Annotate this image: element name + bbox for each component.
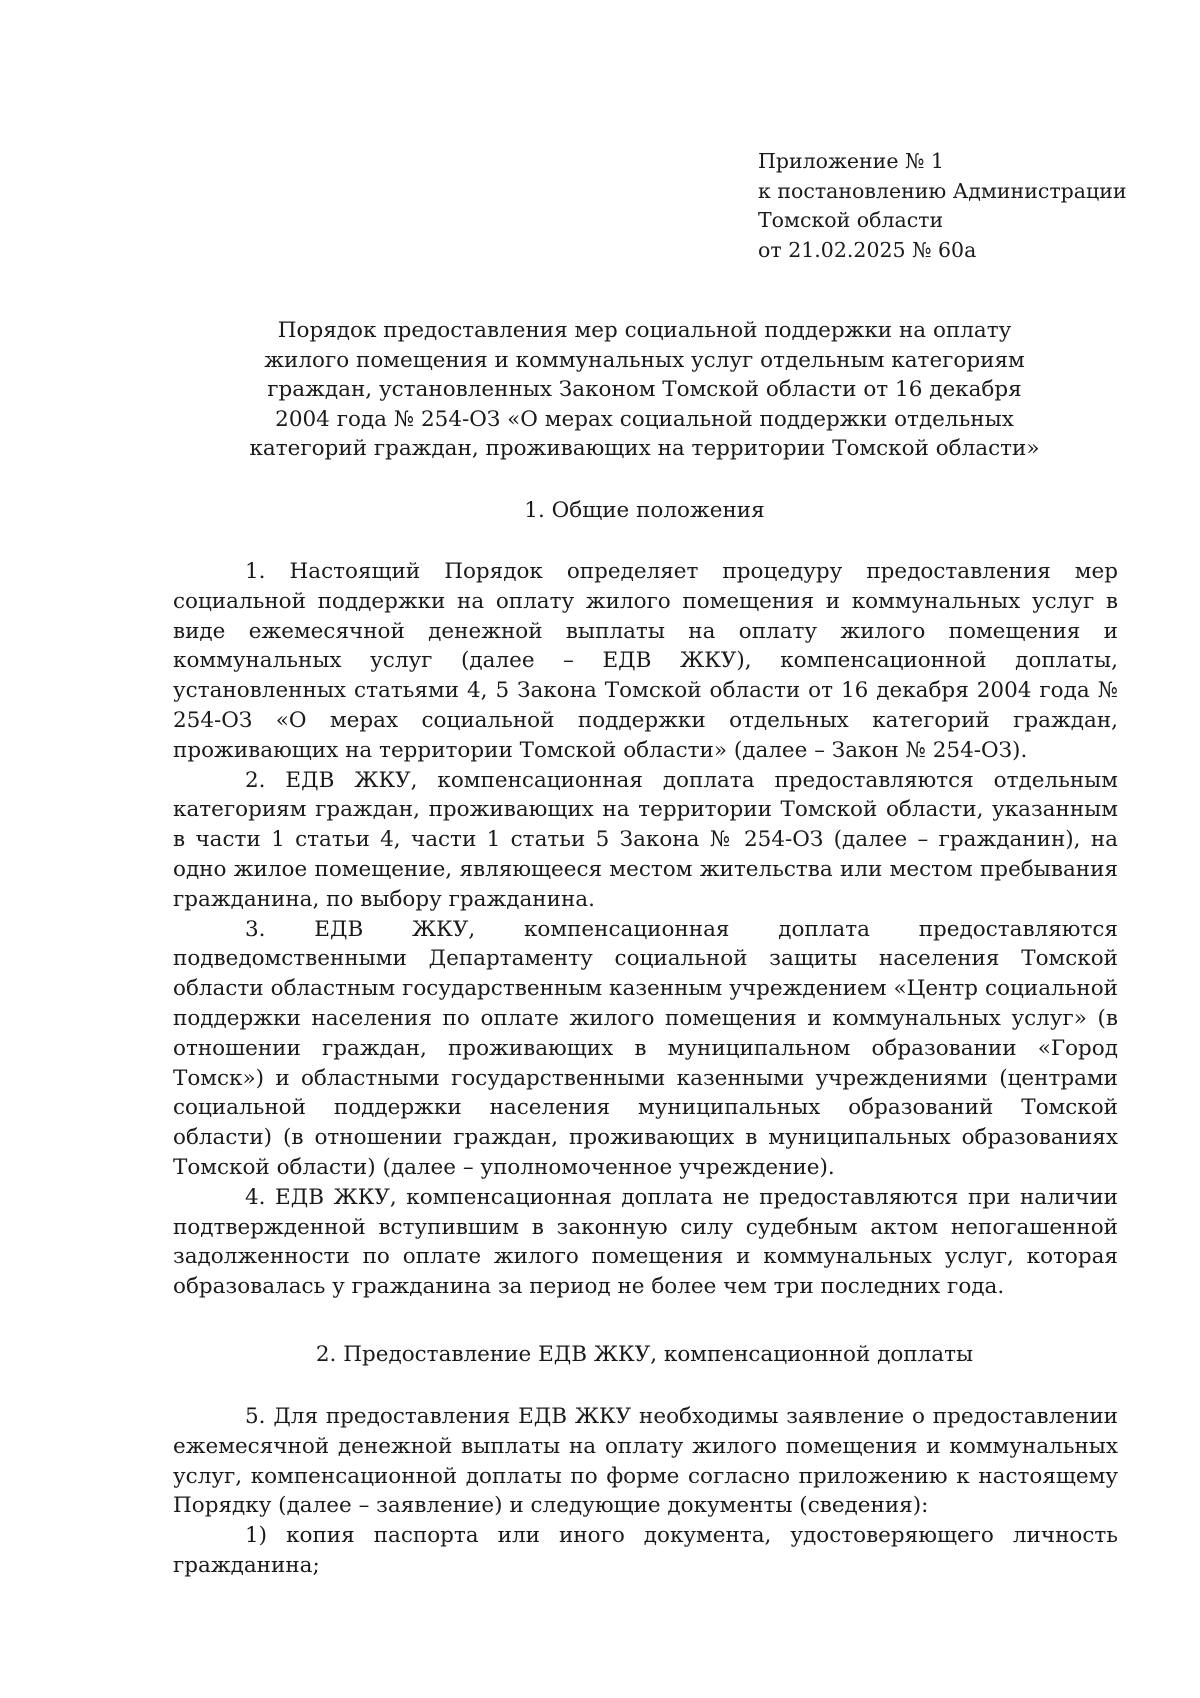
title-line-3: граждан, установленных Законом Томской области от 16 декабря	[267, 377, 1022, 402]
section-1-heading: 1. Общие положения	[524, 498, 765, 523]
title-line-5: категорий граждан, проживающих на территории Томской области»	[249, 436, 1040, 461]
appendix-line-1: Приложение № 1	[758, 149, 944, 173]
paragraph-1: 1. Настоящий Порядок определяет процедуру предоставления мер социальной поддержки на оплату жилого помещения и коммунальных услуг в виде ежемесячной денежной выплаты на оплату жилого помещения и коммунальных услуг (далее – ЕДВ ЖКУ), компенсационной доплаты, установленных статьями 4, 5 Закона Томской области от 16 декабря 2004 года № 254-ОЗ «О мерах социальной поддержки отдельных категорий граждан, проживающих на территории Томской области» (далее – Закон № 254-ОЗ).	[173, 559, 1118, 763]
section-1-body	[173, 557, 1118, 1302]
title-line-2: жилого помещения и коммунальных услуг отдельным категориям	[264, 347, 1025, 373]
section-2-body	[173, 1402, 1118, 1581]
appendix-line-3: Томской области	[758, 208, 944, 232]
appendix-header	[758, 147, 1127, 265]
paragraph-3: 3. ЕДВ ЖКУ, компенсационная доплата предоставляются подведомственными Департаменту социальной защиты населения Томской области областным государственным казенным учреждением «Центр социальной поддержки населения по оплате жилого помещения и коммунальных услуг» (в отношении граждан, проживающих в муниципальном образовании «Город Томск») и областными государственными казенными учреждениями (центрами социальной поддержки населения муниципальных образований Томской области) (в отношении граждан, проживающих в муниципальных образованиях Томской области) (далее – уполномоченное учреждение).	[173, 916, 1118, 1180]
paragraph-5: 5. Для предоставления ЕДВ ЖКУ необходимы заявление о предоставлении ежемесячной денежной выплаты на оплату жилого помещения и коммунальных услуг, компенсационной доплаты по форме согласно приложению к настоящему Порядку (далее – заявление) и следующие документы (сведения):	[173, 1404, 1118, 1519]
section-2-heading: 2. Предоставление ЕДВ ЖКУ, компенсационной доплаты	[315, 1342, 974, 1367]
appendix-line-2: к постановлению Администрации	[758, 178, 1127, 203]
appendix-line-4: от 21.02.2025 № 60а	[758, 237, 977, 262]
paragraph-5-item-1: 1) копия паспорта или иного документа, удостоверяющего личность гражданина;	[173, 1523, 1118, 1578]
paragraph-2: 2. ЕДВ ЖКУ, компенсационная доплата предоставляются отдельным категориям граждан, проживающих на территории Томской области, указанным в части 1 статьи 4, части 1 статьи 5 Закона № 254-ОЗ (далее – гражданин), на одно жилое помещение, являющееся местом жительства или местом пребывания гражданина, по выбору гражданина.	[173, 767, 1118, 912]
document-title	[168, 316, 1121, 464]
title-line-1: Порядок предоставления мер социальной поддержки на оплату	[277, 318, 1012, 343]
title-line-4: 2004 года № 254-ОЗ «О мерах социальной поддержки отдельных	[275, 406, 1014, 432]
paragraph-4: 4. ЕДВ ЖКУ, компенсационная доплата не предоставляются при наличии подтвержденной вступившим в законную силу судебным актом непогашенной задолженности по оплате жилого помещения и коммунальных услуг, которая образовалась у гражданина за период не более чем три последних года.	[173, 1184, 1118, 1300]
